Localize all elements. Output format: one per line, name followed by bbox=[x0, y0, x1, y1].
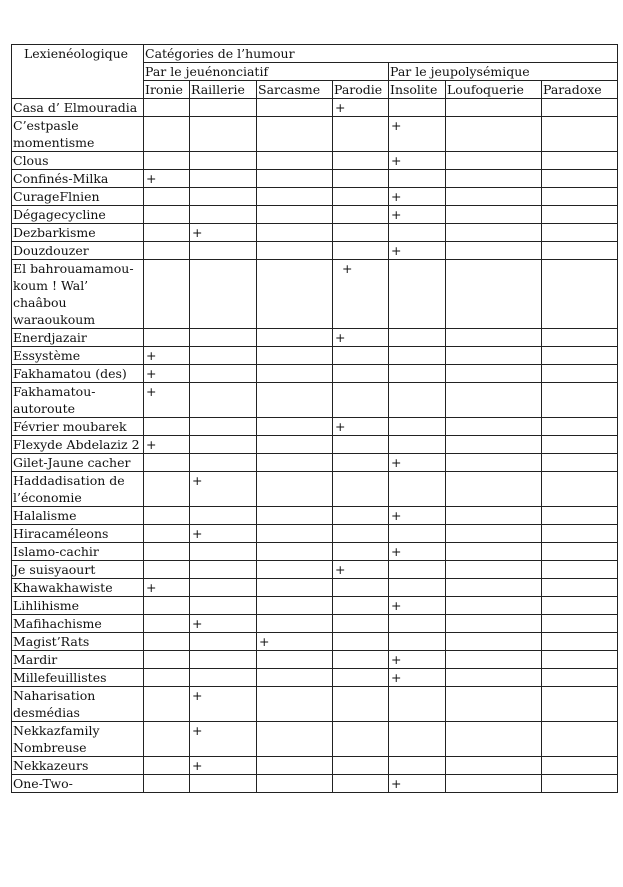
empty-cell bbox=[257, 507, 333, 525]
empty-cell bbox=[542, 99, 618, 117]
category-mark: + bbox=[389, 152, 446, 170]
empty-cell bbox=[446, 454, 542, 472]
empty-cell bbox=[446, 669, 542, 687]
table-row bbox=[12, 242, 618, 260]
empty-cell bbox=[144, 224, 190, 242]
lexie-cell: Mardir bbox=[12, 651, 144, 669]
category-mark: + bbox=[190, 525, 257, 543]
table-row bbox=[12, 418, 618, 436]
empty-cell bbox=[542, 188, 618, 206]
empty-cell bbox=[144, 543, 190, 561]
header-row-1 bbox=[12, 45, 618, 63]
empty-cell bbox=[190, 418, 257, 436]
table-row bbox=[12, 260, 618, 329]
empty-cell bbox=[446, 722, 542, 757]
lexie-cell: Dezbarkisme bbox=[12, 224, 144, 242]
lexie-cell: Confinés-Milka bbox=[12, 170, 144, 188]
empty-cell bbox=[144, 418, 190, 436]
empty-cell bbox=[144, 206, 190, 224]
empty-cell bbox=[144, 188, 190, 206]
empty-cell bbox=[144, 633, 190, 651]
empty-cell bbox=[542, 454, 618, 472]
empty-cell bbox=[446, 507, 542, 525]
lexie-cell: C’estpasle momentisme bbox=[12, 117, 144, 152]
empty-cell bbox=[190, 561, 257, 579]
empty-cell bbox=[389, 633, 446, 651]
group-polysemique-header: Par le jeupolysémique bbox=[389, 63, 618, 81]
table-row bbox=[12, 561, 618, 579]
empty-cell bbox=[542, 687, 618, 722]
empty-cell bbox=[446, 170, 542, 188]
lexie-cell: Nekkazfamily Nombreuse bbox=[12, 722, 144, 757]
empty-cell bbox=[257, 651, 333, 669]
category-mark: + bbox=[190, 687, 257, 722]
empty-cell bbox=[144, 651, 190, 669]
lexie-cell: Fakhamatou-autoroute bbox=[12, 383, 144, 418]
humour-table-page bbox=[11, 44, 618, 793]
empty-cell bbox=[389, 260, 446, 329]
lexie-cell: Hiracaméleons bbox=[12, 525, 144, 543]
table-row bbox=[12, 347, 618, 365]
empty-cell bbox=[389, 561, 446, 579]
table-row bbox=[12, 170, 618, 188]
empty-cell bbox=[446, 418, 542, 436]
empty-cell bbox=[333, 543, 389, 561]
empty-cell bbox=[542, 525, 618, 543]
empty-cell bbox=[333, 687, 389, 722]
empty-cell bbox=[190, 347, 257, 365]
empty-cell bbox=[446, 365, 542, 383]
empty-cell bbox=[257, 117, 333, 152]
empty-cell bbox=[257, 757, 333, 775]
empty-cell bbox=[257, 669, 333, 687]
empty-cell bbox=[257, 383, 333, 418]
empty-cell bbox=[257, 99, 333, 117]
empty-cell bbox=[333, 507, 389, 525]
empty-cell bbox=[190, 579, 257, 597]
categories-header: Catégories de l’humour bbox=[144, 45, 618, 63]
empty-cell bbox=[257, 597, 333, 615]
table-row bbox=[12, 383, 618, 418]
lexie-cell: Magist’Rats bbox=[12, 633, 144, 651]
empty-cell bbox=[333, 775, 389, 793]
empty-cell bbox=[333, 188, 389, 206]
lexie-cell: Casa d’ Elmouradia bbox=[12, 99, 144, 117]
empty-cell bbox=[446, 242, 542, 260]
category-mark: + bbox=[144, 579, 190, 597]
empty-cell bbox=[542, 206, 618, 224]
empty-cell bbox=[542, 669, 618, 687]
empty-cell bbox=[333, 757, 389, 775]
category-mark: + bbox=[389, 242, 446, 260]
table-row bbox=[12, 669, 618, 687]
category-mark: + bbox=[333, 418, 389, 436]
empty-cell bbox=[257, 365, 333, 383]
empty-cell bbox=[542, 472, 618, 507]
empty-cell bbox=[257, 224, 333, 242]
empty-cell bbox=[190, 436, 257, 454]
lexie-cell: Clous bbox=[12, 152, 144, 170]
empty-cell bbox=[446, 579, 542, 597]
lexie-cell: Dégagecycline bbox=[12, 206, 144, 224]
empty-cell bbox=[446, 260, 542, 329]
empty-cell bbox=[542, 561, 618, 579]
empty-cell bbox=[144, 117, 190, 152]
empty-cell bbox=[333, 525, 389, 543]
empty-cell bbox=[190, 454, 257, 472]
empty-cell bbox=[333, 651, 389, 669]
category-mark: + bbox=[389, 543, 446, 561]
empty-cell bbox=[190, 152, 257, 170]
empty-cell bbox=[190, 597, 257, 615]
empty-cell bbox=[446, 597, 542, 615]
empty-cell bbox=[144, 669, 190, 687]
group-enonciatif-header: Par le jeuénonciatif bbox=[144, 63, 389, 81]
empty-cell bbox=[144, 99, 190, 117]
table-row bbox=[12, 633, 618, 651]
lexie-cell: Je suisyaourt bbox=[12, 561, 144, 579]
empty-cell bbox=[333, 117, 389, 152]
lexie-header: Lexienéologique bbox=[12, 45, 144, 99]
empty-cell bbox=[446, 525, 542, 543]
empty-cell bbox=[190, 260, 257, 329]
empty-cell bbox=[190, 507, 257, 525]
empty-cell bbox=[446, 436, 542, 454]
empty-cell bbox=[257, 722, 333, 757]
empty-cell bbox=[333, 170, 389, 188]
empty-cell bbox=[542, 383, 618, 418]
lexie-humour-table bbox=[11, 44, 618, 793]
empty-cell bbox=[389, 365, 446, 383]
lexie-cell: Essystème bbox=[12, 347, 144, 365]
empty-cell bbox=[389, 329, 446, 347]
empty-cell bbox=[144, 454, 190, 472]
empty-cell bbox=[333, 669, 389, 687]
empty-cell bbox=[542, 436, 618, 454]
empty-cell bbox=[542, 365, 618, 383]
empty-cell bbox=[257, 687, 333, 722]
column-header: Insolite bbox=[389, 81, 446, 99]
table-row bbox=[12, 507, 618, 525]
empty-cell bbox=[333, 472, 389, 507]
empty-cell bbox=[190, 117, 257, 152]
empty-cell bbox=[542, 117, 618, 152]
empty-cell bbox=[389, 687, 446, 722]
empty-cell bbox=[333, 347, 389, 365]
empty-cell bbox=[446, 224, 542, 242]
table-row bbox=[12, 687, 618, 722]
empty-cell bbox=[446, 561, 542, 579]
empty-cell bbox=[446, 633, 542, 651]
empty-cell bbox=[542, 615, 618, 633]
empty-cell bbox=[542, 757, 618, 775]
category-mark: + bbox=[333, 329, 389, 347]
lexie-cell: Lihlihisme bbox=[12, 597, 144, 615]
table-row bbox=[12, 472, 618, 507]
empty-cell bbox=[190, 99, 257, 117]
empty-cell bbox=[446, 651, 542, 669]
lexie-cell: Enerdjazair bbox=[12, 329, 144, 347]
category-mark: + bbox=[389, 651, 446, 669]
column-header: Raillerie bbox=[190, 81, 257, 99]
empty-cell bbox=[333, 383, 389, 418]
category-mark: + bbox=[190, 757, 257, 775]
empty-cell bbox=[542, 242, 618, 260]
table-row bbox=[12, 579, 618, 597]
table-row bbox=[12, 454, 618, 472]
empty-cell bbox=[446, 329, 542, 347]
empty-cell bbox=[333, 152, 389, 170]
empty-cell bbox=[257, 188, 333, 206]
empty-cell bbox=[333, 722, 389, 757]
empty-cell bbox=[257, 579, 333, 597]
table-row bbox=[12, 651, 618, 669]
empty-cell bbox=[190, 206, 257, 224]
column-header: Loufoquerie bbox=[446, 81, 542, 99]
lexie-cell: Mafihachisme bbox=[12, 615, 144, 633]
empty-cell bbox=[257, 436, 333, 454]
category-mark: + bbox=[389, 188, 446, 206]
category-mark: + bbox=[190, 472, 257, 507]
empty-cell bbox=[446, 383, 542, 418]
empty-cell bbox=[389, 347, 446, 365]
empty-cell bbox=[446, 615, 542, 633]
empty-cell bbox=[257, 152, 333, 170]
lexie-cell: Fakhamatou (des) bbox=[12, 365, 144, 383]
empty-cell bbox=[389, 579, 446, 597]
empty-cell bbox=[257, 454, 333, 472]
empty-cell bbox=[190, 543, 257, 561]
lexie-cell: Février moubarek bbox=[12, 418, 144, 436]
category-mark: + bbox=[144, 436, 190, 454]
category-mark: + bbox=[389, 775, 446, 793]
category-mark: + bbox=[190, 615, 257, 633]
empty-cell bbox=[542, 722, 618, 757]
empty-cell bbox=[542, 651, 618, 669]
empty-cell bbox=[190, 651, 257, 669]
category-mark: + bbox=[389, 597, 446, 615]
empty-cell bbox=[257, 206, 333, 224]
empty-cell bbox=[144, 242, 190, 260]
empty-cell bbox=[144, 507, 190, 525]
table-row bbox=[12, 365, 618, 383]
empty-cell bbox=[190, 188, 257, 206]
category-mark: + bbox=[144, 347, 190, 365]
empty-cell bbox=[333, 615, 389, 633]
empty-cell bbox=[257, 347, 333, 365]
table-row bbox=[12, 436, 618, 454]
empty-cell bbox=[542, 543, 618, 561]
empty-cell bbox=[333, 224, 389, 242]
lexie-cell: Douzdouzer bbox=[12, 242, 144, 260]
empty-cell bbox=[389, 99, 446, 117]
lexie-cell: Haddadisation de l’économie bbox=[12, 472, 144, 507]
column-header: Sarcasme bbox=[257, 81, 333, 99]
empty-cell bbox=[333, 597, 389, 615]
table-row bbox=[12, 152, 618, 170]
table-row bbox=[12, 722, 618, 757]
empty-cell bbox=[542, 347, 618, 365]
category-mark: + bbox=[144, 383, 190, 418]
empty-cell bbox=[542, 579, 618, 597]
empty-cell bbox=[446, 117, 542, 152]
empty-cell bbox=[542, 260, 618, 329]
empty-cell bbox=[389, 722, 446, 757]
table-row bbox=[12, 775, 618, 793]
empty-cell bbox=[542, 597, 618, 615]
empty-cell bbox=[542, 507, 618, 525]
lexie-cell: Halalisme bbox=[12, 507, 144, 525]
empty-cell bbox=[389, 472, 446, 507]
empty-cell bbox=[144, 472, 190, 507]
column-header: Ironie bbox=[144, 81, 190, 99]
empty-cell bbox=[257, 472, 333, 507]
empty-cell bbox=[333, 436, 389, 454]
empty-cell bbox=[446, 152, 542, 170]
column-header: Parodie bbox=[333, 81, 389, 99]
empty-cell bbox=[389, 383, 446, 418]
empty-cell bbox=[446, 775, 542, 793]
table-row bbox=[12, 188, 618, 206]
empty-cell bbox=[144, 561, 190, 579]
empty-cell bbox=[446, 757, 542, 775]
empty-cell bbox=[144, 757, 190, 775]
empty-cell bbox=[144, 152, 190, 170]
lexie-cell: One-Two- bbox=[12, 775, 144, 793]
empty-cell bbox=[144, 597, 190, 615]
table-row bbox=[12, 206, 618, 224]
category-mark: + bbox=[389, 117, 446, 152]
lexie-cell: El bahrouamamou-koum ! Wal’ chaâbou waraoukoum bbox=[12, 260, 144, 329]
empty-cell bbox=[446, 188, 542, 206]
empty-cell bbox=[446, 99, 542, 117]
empty-cell bbox=[144, 687, 190, 722]
empty-cell bbox=[190, 383, 257, 418]
table-row bbox=[12, 99, 618, 117]
empty-cell bbox=[542, 418, 618, 436]
empty-cell bbox=[257, 170, 333, 188]
category-mark: + bbox=[333, 260, 389, 329]
empty-cell bbox=[333, 454, 389, 472]
lexie-cell: Naharisation desmédias bbox=[12, 687, 144, 722]
empty-cell bbox=[190, 365, 257, 383]
empty-cell bbox=[542, 775, 618, 793]
table-row bbox=[12, 329, 618, 347]
empty-cell bbox=[389, 525, 446, 543]
empty-cell bbox=[542, 224, 618, 242]
empty-cell bbox=[542, 152, 618, 170]
empty-cell bbox=[389, 224, 446, 242]
empty-cell bbox=[257, 775, 333, 793]
lexie-cell: Islamo-cachir bbox=[12, 543, 144, 561]
lexie-cell: Nekkazeurs bbox=[12, 757, 144, 775]
empty-cell bbox=[144, 615, 190, 633]
category-mark: + bbox=[389, 507, 446, 525]
category-mark: + bbox=[389, 206, 446, 224]
empty-cell bbox=[446, 472, 542, 507]
empty-cell bbox=[257, 418, 333, 436]
category-mark: + bbox=[333, 561, 389, 579]
category-mark: + bbox=[333, 99, 389, 117]
lexie-cell: Khawakhawiste bbox=[12, 579, 144, 597]
table-row bbox=[12, 543, 618, 561]
empty-cell bbox=[190, 775, 257, 793]
table-row bbox=[12, 757, 618, 775]
empty-cell bbox=[446, 543, 542, 561]
empty-cell bbox=[257, 525, 333, 543]
empty-cell bbox=[446, 206, 542, 224]
empty-cell bbox=[257, 615, 333, 633]
table-row bbox=[12, 597, 618, 615]
category-mark: + bbox=[144, 170, 190, 188]
empty-cell bbox=[257, 543, 333, 561]
empty-cell bbox=[257, 260, 333, 329]
empty-cell bbox=[190, 170, 257, 188]
empty-cell bbox=[144, 775, 190, 793]
empty-cell bbox=[389, 418, 446, 436]
empty-cell bbox=[542, 329, 618, 347]
empty-cell bbox=[333, 206, 389, 224]
empty-cell bbox=[257, 242, 333, 260]
empty-cell bbox=[144, 525, 190, 543]
empty-cell bbox=[144, 329, 190, 347]
empty-cell bbox=[190, 633, 257, 651]
empty-cell bbox=[333, 242, 389, 260]
table-row bbox=[12, 117, 618, 152]
empty-cell bbox=[190, 329, 257, 347]
lexie-cell: Millefeuillistes bbox=[12, 669, 144, 687]
category-mark: + bbox=[190, 224, 257, 242]
empty-cell bbox=[389, 615, 446, 633]
empty-cell bbox=[333, 365, 389, 383]
table-row bbox=[12, 525, 618, 543]
column-header: Paradoxe bbox=[542, 81, 618, 99]
category-mark: + bbox=[190, 722, 257, 757]
empty-cell bbox=[542, 633, 618, 651]
empty-cell bbox=[190, 669, 257, 687]
lexie-cell: Flexyde Abdelaziz 2 bbox=[12, 436, 144, 454]
empty-cell bbox=[446, 347, 542, 365]
table-row bbox=[12, 615, 618, 633]
empty-cell bbox=[144, 260, 190, 329]
empty-cell bbox=[333, 579, 389, 597]
empty-cell bbox=[257, 561, 333, 579]
empty-cell bbox=[446, 687, 542, 722]
category-mark: + bbox=[144, 365, 190, 383]
category-mark: + bbox=[389, 669, 446, 687]
empty-cell bbox=[389, 170, 446, 188]
table-row bbox=[12, 224, 618, 242]
category-mark: + bbox=[257, 633, 333, 651]
lexie-cell: Gilet-Jaune cacher bbox=[12, 454, 144, 472]
empty-cell bbox=[389, 757, 446, 775]
empty-cell bbox=[144, 722, 190, 757]
empty-cell bbox=[257, 329, 333, 347]
empty-cell bbox=[389, 436, 446, 454]
empty-cell bbox=[542, 170, 618, 188]
category-mark: + bbox=[389, 454, 446, 472]
lexie-cell: CurageFlnien bbox=[12, 188, 144, 206]
empty-cell bbox=[333, 633, 389, 651]
empty-cell bbox=[190, 242, 257, 260]
